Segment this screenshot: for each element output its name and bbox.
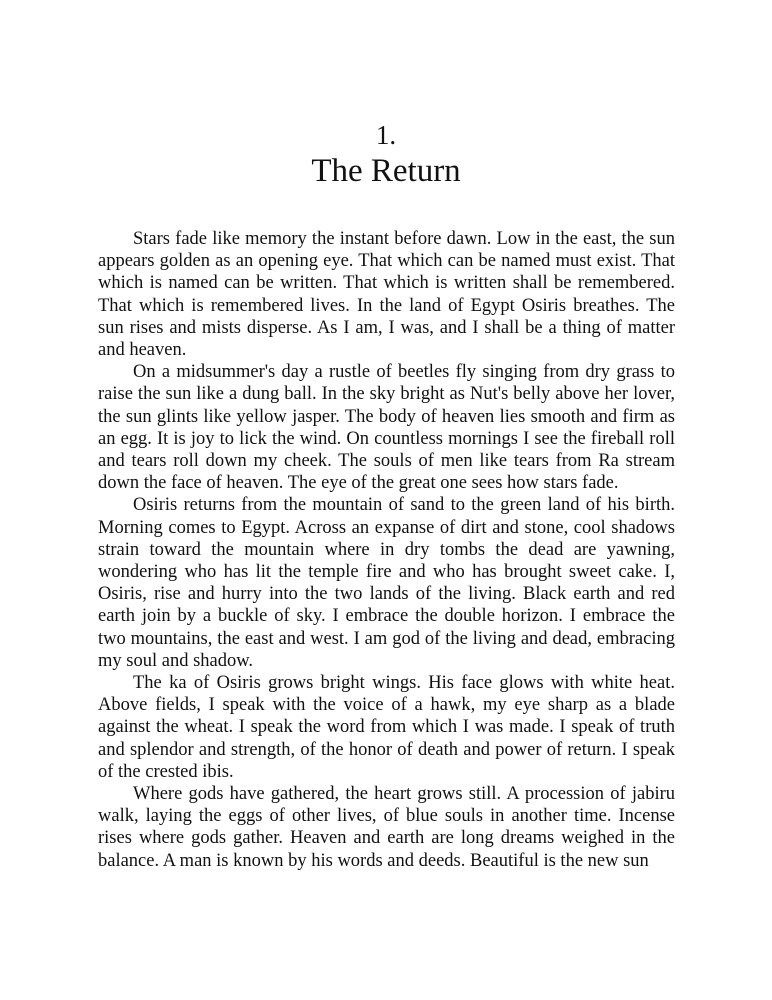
paragraph: Where gods have gathered, the heart grows still. A procession of jabiru walk, laying the eggs of other lives, of blue souls in another time. Incense rises where gods gather. Heaven and earth are long dreams weighed in the balance. A man is known by his words and deeds. Beautiful is the new sun bbox=[98, 784, 675, 871]
chapter-body bbox=[98, 228, 675, 872]
paragraph: On a midsummer's day a rustle of beetles fly singing from dry grass to raise the sun like a dung ball. In the sky bright as Nut's belly above her lover, the sun glints like yellow jasper. The body of heaven lies smooth and firm as an egg. It is joy to lick the wind. On countless mornings I see the fireball roll and tears roll down my cheek. The souls of men like tears from Ra stream down the face of heaven. The eye of the great one sees how stars fade. bbox=[98, 362, 675, 494]
chapter-number: 1. bbox=[375, 120, 397, 150]
paragraph: The ka of Osiris grows bright wings. His face glows with white heat. Above fields, I speak with the voice of a hawk, my eye sharp as a blade against the wheat. I speak the word from which I was made. I speak of truth and splendor and strength, of the honor of death and power of return. I speak of the crested ibis. bbox=[98, 673, 675, 782]
chapter-title: The Return bbox=[311, 153, 461, 189]
paragraph: Osiris returns from the mountain of sand to the green land of his birth. Morning comes to Egypt. Across an expanse of dirt and stone, cool shadows strain toward the mountain where in dry tombs the dead are yawning, wondering who has lit the temple fire and who has brought sweet cake. I, Osiris, rise and hurry into the two lands of the living. Black earth and red earth join by a buckle of sky. I embrace the double horizon. I embrace the two mountains, the east and west. I am god of the living and dead, embracing my soul and shadow. bbox=[98, 495, 675, 671]
paragraph: Stars fade like memory the instant before dawn. Low in the east, the sun appears golden as an opening eye. That which can be named must exist. That which is named can be written. That which is written shall be remembered. That which is remembered lives. In the land of Egypt Osiris breathes. The sun rises and mists disperse. As I am, I was, and I shall be a thing of matter and heaven. bbox=[98, 229, 675, 361]
